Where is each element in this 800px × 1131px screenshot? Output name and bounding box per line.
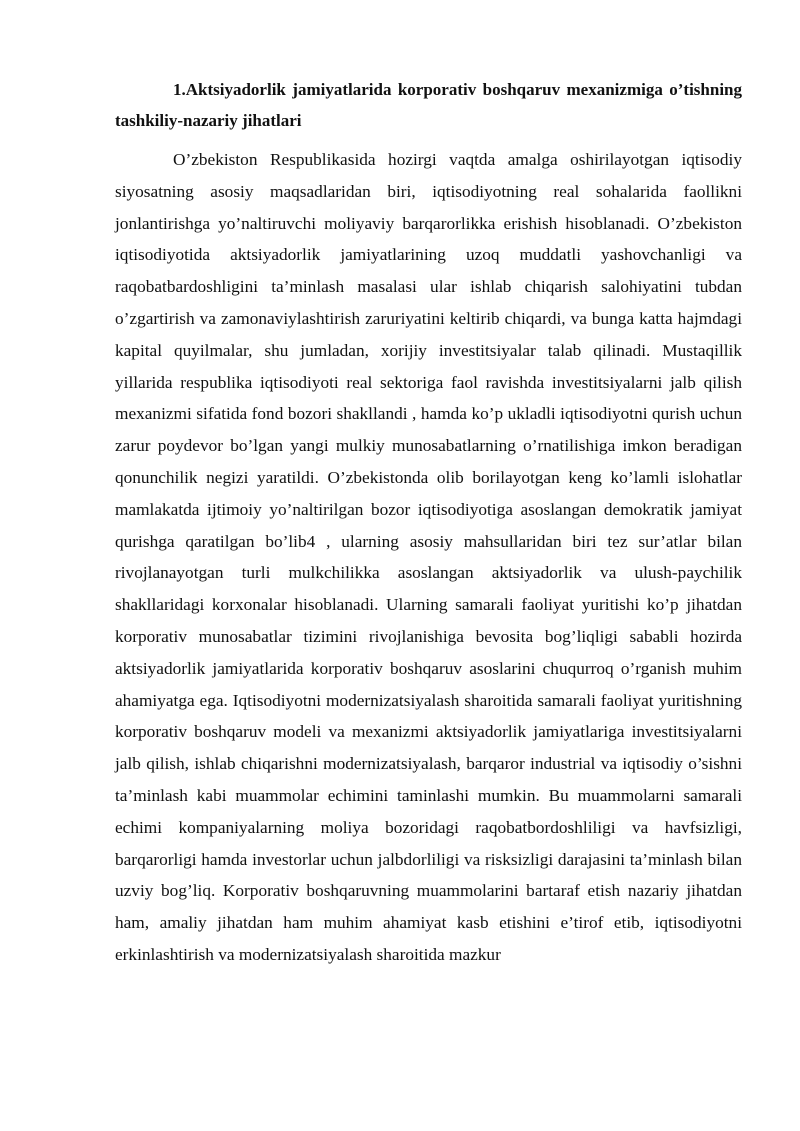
document-body — [115, 74, 742, 971]
section-heading: 1.Aktsiyadorlik jamiyatlarida korporativ boshqaruv mexanizmiga o’tishning tashkiliy-nazariy jihatlari — [115, 80, 742, 130]
body-paragraph: O’zbekiston Respublikasida hozirgi vaqtda amalga oshirilayotgan iqtisodiy siyosatning asosiy maqsadlaridan biri, iqtisodiyotning real sohalarida faollikni jonlantirishga yo’naltiruvchi moliyaviy barqarorlikka erishish hisoblanadi. O’zbekiston iqtisodiyotida aktsiyadorlik jamiyatlarining uzoq muddatli yashovchanligi va raqobatbardoshligini ta’minlash masalasi ular ishlab chiqarish salohiyatini tubdan o’zgartirish va zamonaviylashtirish zaruriyatini keltirib chiqardi, va bunga katta hajmdagi kapital quyilmalar, shu jumladan, xorijiy investitsiyalar talab qilinadi. Mustaqillik yillarida respublika iqtisodiyoti real sektoriga faol ravishda investitsiyalarni jalb qilish mexanizmi sifatida fond bozori shakllandi , hamda ko’p ukladli iqtisodiyotni qurish uchun zarur poydevor bo’lgan yangi mulkiy munosabatlarning o’rnatilishiga imkon beradigan qonunchilik negizi yaratildi. O’zbekistonda olib borilayotgan keng ko’lamli islohatlar mamlakatda ijtimoiy yo’naltirilgan bozor iqtisodiyotiga asoslangan demokratik jamiyat qurishga qaratilgan bo’lib4 , ularning asosiy mahsullaridan biri tez sur’atlar bilan rivojlanayotgan turli mulkchilikka asoslangan aktsiyadorlik va ulush-paychilik shakllaridagi korxonalar hisoblanadi. Ularning samarali faoliyat yuritishi ko’p jihatdan korporativ munosabatlar tizimini rivojlanishiga bevosita bog’liqligi sababli hozirda aktsiyadorlik jamiyatlarida korporativ boshqaruv asoslarini chuqurroq o’rganish muhim ahamiyatga ega. Iqtisodiyotni modernizatsiyalash sharoitida samarali faoliyat yuritishning korporativ boshqaruv modeli va mexanizmi aktsiyadorlik jamiyatlariga investitsiyalarni jalb qilish, ishlab chiqarishni modernizatsiyalash, barqaror industrial va iqtisodiy o’sishni ta’minlash kabi muammolar echimini taminlashi mumkin. Bu muammolarni samarali echimi kompaniyalarning moliya bozoridagi raqobatbordoshliligi va havfsizligi, barqarorligi hamda investorlar uchun jalbdorliligi va risksizligi darajasini ta’minlash bilan uzviy bog’liq. Korporativ boshqaruvning muammolarini bartaraf etish nazariy jihatdan ham, amaliy jihatdan ham muhim ahamiyat kasb etishini e’tirof etib, iqtisodiyotni erkinlashtirish va modernizatsiyalash sharoitida mazkur — [115, 150, 742, 964]
